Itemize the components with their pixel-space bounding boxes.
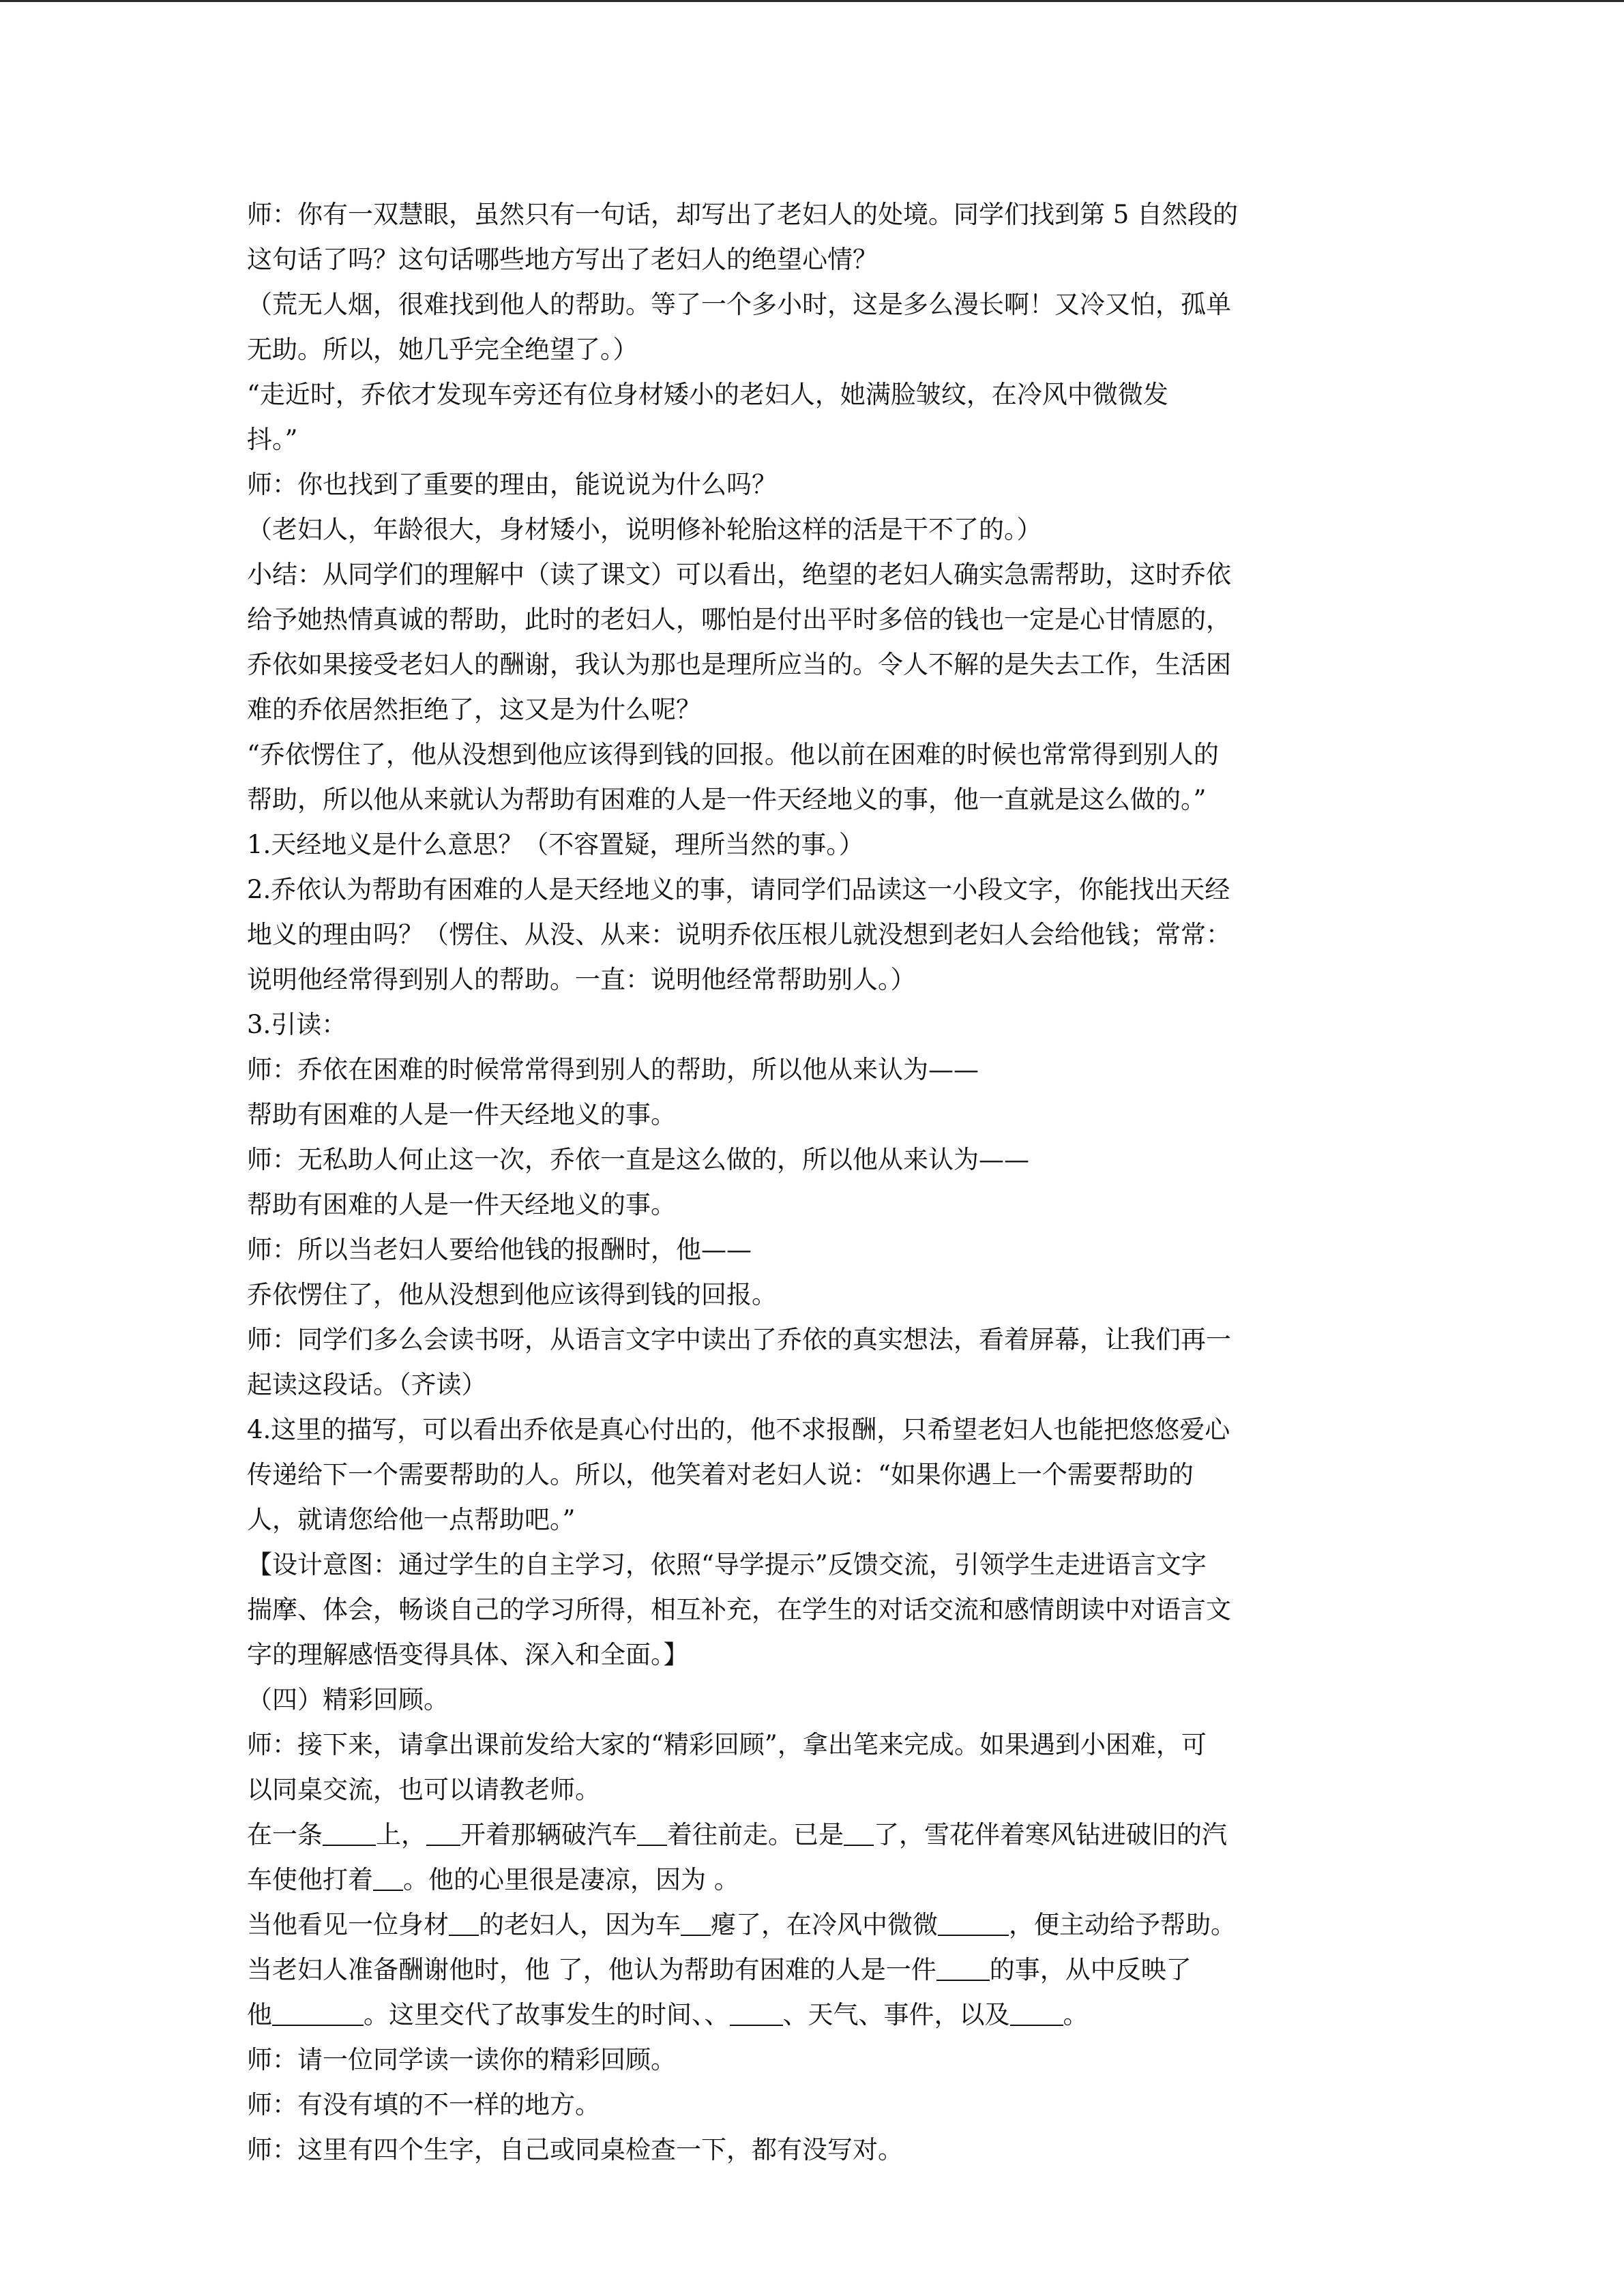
blank-field[interactable]: [426, 1817, 460, 1846]
summary-line: 小结：从同学们的理解中（读了课文）可以看出，绝望的老妇人确实急需帮助，这时乔依: [247, 560, 1231, 589]
blank-field[interactable]: [936, 1952, 990, 1981]
fill-blank-line: 在一条 上， 开着那辆破汽车 着往前走。已是 了，雪花伴着寒风钻进破旧的汽: [247, 1813, 1372, 1858]
numbered-item: 地义的理由吗？（愣住、从没、从来：说明乔依压根儿就没想到老妇人会给他钱；常常：: [247, 920, 1231, 949]
text-line: 这句话了吗？这句话哪些地方写出了老妇人的绝望心情？: [247, 245, 878, 274]
design-intent-line: 【设计意图：通过学生的自主学习，依照“导学提示”反馈交流，引领学生走进语言文字: [247, 1550, 1207, 1579]
text-line: （荒无人烟，很难找到他人的帮助。等了一个多小时，这是多么漫长啊！又冷又怕，孤单: [247, 290, 1231, 319]
document-body: [247, 192, 1372, 2173]
text-line: 师：你也找到了重要的理由，能说说为什么吗？: [247, 470, 777, 499]
text-line: 抖。”: [247, 425, 298, 454]
fill-blank-line: 当他看见一位身材 的老妇人，因为车 瘪了，在冷风中微微 ，便主动给予帮助。: [247, 1903, 1372, 1948]
blank-field[interactable]: [681, 1907, 711, 1936]
blank-field[interactable]: [844, 1817, 874, 1846]
numbered-item: 传递给下一个需要帮助的人。所以，他笑着对老妇人说：“如果你遇上一个需要帮助的: [247, 1460, 1194, 1489]
dialogue-line: 师：无私助人何止这一次，乔依一直是这么做的，所以他从来认为——: [247, 1145, 1029, 1174]
blank-field[interactable]: [1010, 1997, 1063, 2026]
blank-field[interactable]: [323, 1817, 376, 1846]
blank-field[interactable]: [730, 1997, 783, 2026]
text-line: 师：你有一双慧眼，虽然只有一句话，却写出了老妇人的处境。同学们找到第 5 自然段的: [247, 200, 1239, 229]
numbered-item: 人，就请您给他一点帮助吧。”: [247, 1505, 576, 1534]
blank-field[interactable]: [272, 1997, 364, 2026]
summary-line: 给予她热情真诚的帮助，此时的老妇人，哪怕是付出平时多倍的钱也一定是心甘情愿的，: [247, 605, 1231, 634]
dialogue-line: 帮助有困难的人是一件天经地义的事。: [247, 1100, 676, 1129]
numbered-item: 说明他经常得到别人的帮助。一直：说明他经常帮助别人。）: [247, 965, 916, 994]
summary-line: 乔依如果接受老妇人的酬谢，我认为那也是理所应当的。令人不解的是失去工作，生活困: [247, 650, 1231, 679]
dialogue-line: 师：所以当老妇人要给他钱的报酬时，他——: [247, 1235, 752, 1264]
fill-blank-line: 他 。这里交代了故事发生的时间、、 、天气、事件，以及 。: [247, 1993, 1372, 2038]
fill-blank-line: 车使他打着 。他的心里很是凄凉，因为 。: [247, 1858, 1372, 1903]
section-heading: （四）精彩回顾。: [247, 1685, 449, 1714]
dialogue-line: 师：请一位同学读一读你的精彩回顾。: [247, 2045, 676, 2074]
dialogue-line: 师：有没有填的不一样的地方。: [247, 2090, 600, 2119]
text-line: （老妇人，年龄很大，身材矮小，说明修补轮胎这样的活是干不了的。）: [247, 515, 1042, 544]
dialogue-line: 师：乔依在困难的时候常常得到别人的帮助，所以他从来认为——: [247, 1055, 979, 1084]
quote-line: 帮助，所以他从来就认为帮助有困难的人是一件天经地义的事，他一直就是这么做的。”: [247, 785, 1207, 814]
design-intent-line: 揣摩、体会，畅谈自己的学习所得，相互补充，在学生的对话交流和感情朗读中对语言文: [247, 1595, 1231, 1624]
fill-blank-line: 当老妇人准备酬谢他时，他 了，他认为帮助有困难的人是一件 的事，从中反映了: [247, 1948, 1372, 1993]
text-line: “走近时，乔依才发现车旁还有位身材矮小的老妇人，她满脸皱纹，在冷风中微微发: [247, 380, 1168, 409]
dialogue-line: 起读这段话。（齐读）: [247, 1370, 487, 1399]
blank-field[interactable]: [373, 1862, 403, 1891]
dialogue-line: 师：这里有四个生字，自己或同桌检查一下，都有没写对。: [247, 2135, 903, 2164]
dialogue-line: 乔依愣住了，他从没想到他应该得到钱的回报。: [247, 1280, 777, 1309]
page-top-border: [0, 0, 1624, 2]
dialogue-line: 师：接下来，请拿出课前发给大家的“精彩回顾”，拿出笔来完成。如果遇到小困难，可: [247, 1730, 1207, 1759]
summary-line: 难的乔依居然拒绝了，这又是为什么呢？: [247, 695, 701, 724]
numbered-item: 4.这里的描写，可以看出乔依是真心付出的，他不求报酬，只希望老妇人也能把悠悠爱心: [247, 1415, 1230, 1444]
quote-line: “乔依愣住了，他从没想到他应该得到钱的回报。他以前在困难的时候也常常得到别人的: [247, 740, 1219, 769]
text-line: 无助。所以，她几乎完全绝望了。）: [247, 335, 638, 364]
design-intent-line: 字的理解感悟变得具体、深入和全面。】: [247, 1640, 689, 1669]
blank-field[interactable]: [938, 1907, 1009, 1936]
dialogue-line: 帮助有困难的人是一件天经地义的事。: [247, 1190, 676, 1219]
dialogue-line: 以同桌交流，也可以请教老师。: [247, 1775, 600, 1804]
blank-field[interactable]: [449, 1907, 479, 1936]
numbered-item: 1.天经地义是什么意思？（不容置疑，理所当然的事。）: [247, 830, 864, 859]
dialogue-line: 师：同学们多么会读书呀，从语言文字中读出了乔依的真实想法，看着屏幕，让我们再一: [247, 1325, 1231, 1354]
blank-field[interactable]: [637, 1817, 667, 1846]
numbered-item: 3.引读：: [247, 1010, 347, 1039]
numbered-item: 2.乔依认为帮助有困难的人是天经地义的事，请同学们品读这一小段文字，你能找出天经: [247, 875, 1230, 904]
